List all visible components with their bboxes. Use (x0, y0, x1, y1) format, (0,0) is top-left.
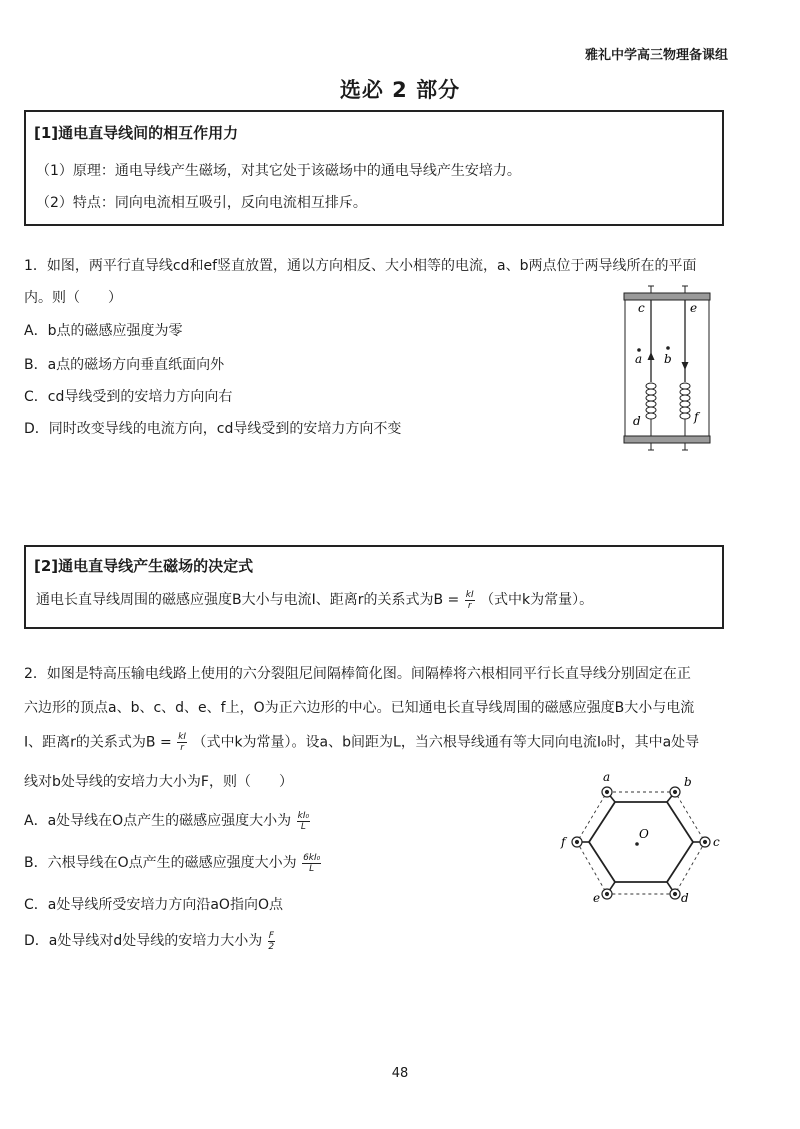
conductor-b (670, 787, 680, 797)
bottom-bar (624, 436, 710, 443)
q1-stem-line-2: 内。则（ ） (24, 290, 122, 306)
label-e: e (690, 301, 698, 315)
formula-text-post: （式中k为常量）。 (480, 592, 594, 608)
q2-option-b-fraction (302, 853, 321, 874)
q2-option-d-fraction (268, 931, 275, 952)
hex-label-e: e (593, 891, 601, 905)
concept-box-1-line-1: （1）原理：通电导线产生磁场，对其它处于该磁场中的通电导线产生安培力。 (36, 163, 521, 179)
terminal-bottom-right (682, 443, 688, 450)
q2-option-b[interactable] (24, 852, 322, 874)
q2-option-c[interactable]: C．a处导线所受安培力方向沿aO指向O点 (24, 897, 283, 913)
spring-left (646, 383, 656, 436)
hex-label-O: O (639, 827, 649, 841)
inner-hexagon (589, 802, 693, 882)
spokes (577, 792, 705, 894)
hex-label-b: b (684, 775, 692, 789)
formula-numerator: kI (465, 589, 474, 600)
hex-label-f: f (561, 835, 566, 849)
concept-box-2-title: [2]通电直导线产生磁场的决定式 (34, 557, 254, 575)
arrow-up-icon (648, 352, 655, 360)
concept-box-2-formula-line (36, 589, 593, 611)
q2-option-a-numerator: kI₀ (297, 810, 310, 821)
label-c: c (638, 301, 645, 315)
q1-option-d[interactable]: D．同时改变导线的电流方向，cd导线受到的安培力方向不变 (24, 421, 402, 437)
q2-stem-line-1: 2．如图是特高压输电线路上使用的六分裂阻尼间隔棒简化图。间隔棒将六根相同平行长直导线分别固定在正 (24, 666, 691, 682)
concept-box-2 (24, 545, 724, 629)
q2-stem-line-3 (24, 732, 699, 753)
formula-denominator: r (467, 600, 472, 611)
q1-option-a[interactable]: A．b点的磁感应强度为零 (24, 323, 183, 339)
conductor-f (572, 837, 582, 847)
school-header: 雅礼中学高三物理备课组 (584, 48, 728, 63)
conductor-c (700, 837, 710, 847)
q2-option-a[interactable] (24, 810, 311, 832)
terminal-top-left (648, 286, 654, 293)
formula-text-pre: 通电长直导线周围的磁感应强度B大小与电流I、距离r的关系式为B = (36, 592, 460, 608)
concept-box-1-line-2: （2）特点：同向电流相互吸引，反向电流相互排斥。 (36, 195, 367, 211)
q2-option-d-text: D．a处导线对d处导线的安培力大小为 (24, 933, 263, 949)
hex-label-c: c (713, 835, 720, 849)
q2-line3-denominator: r (180, 743, 184, 753)
q1-stem-line-1: 1．如图，两平行直导线cd和ef竖直放置，通以方向相反、大小相等的电流，a、b两点位于两导线所在的平面 (24, 258, 697, 274)
q2-option-b-denominator: L (309, 863, 315, 874)
q2-stem-line-2: 六边形的顶点a、b、c、d、e、f上，O为正六边形的中心。已知通电长直导线周围的磁感应强度B大小与电流 (24, 700, 695, 716)
spring-right (680, 383, 690, 436)
q1-figure (612, 280, 722, 456)
q2-line3-numerator: kI (178, 732, 186, 742)
q2-stem-line-4: 线对b处导线的安培力大小为F，则（ ） (24, 774, 293, 790)
label-d: d (633, 414, 641, 428)
terminal-bottom-left (648, 443, 654, 450)
hex-label-d: d (681, 891, 689, 905)
terminal-top-right (682, 286, 688, 293)
q2-line3-pre: I、距离r的关系式为B = (24, 734, 172, 751)
q2-option-d-numerator: F (268, 930, 274, 941)
q2-line3-fraction (177, 732, 187, 753)
conductor-a (602, 787, 612, 797)
top-bar (624, 293, 710, 300)
q2-option-a-denominator: L (300, 821, 306, 832)
page-title: 选必 2 部分 (339, 78, 461, 102)
hex-label-a: a (603, 770, 611, 784)
concept-box-1-title: [1]通电直导线间的相互作用力 (34, 124, 239, 142)
q2-option-d[interactable] (24, 930, 276, 952)
label-a: a (635, 352, 643, 366)
outer-dashed-hexagon (577, 792, 705, 894)
label-b: b (664, 352, 672, 366)
q2-option-a-text: A．a处导线在O点产生的磁感应强度大小为 (24, 813, 292, 829)
formula-fraction (465, 590, 475, 611)
conductor-d (670, 889, 680, 899)
q2-option-b-numerator: 6kI₀ (303, 852, 321, 863)
label-f: f (694, 410, 699, 424)
q2-option-d-denominator: 2 (268, 941, 275, 952)
center-point (635, 842, 639, 846)
q1-option-b[interactable]: B．a点的磁场方向垂直纸面向外 (24, 357, 225, 373)
q2-option-a-fraction (297, 811, 310, 832)
concept-box-1 (24, 110, 724, 226)
q2-figure (555, 768, 725, 908)
q2-line3-post: （式中k为常量）。设a、b间距为L，当六根导线通有等大同向电流I₀时，其中a处导 (192, 734, 700, 751)
point-b (666, 346, 670, 350)
conductor-e (602, 889, 612, 899)
page-number: 48 (391, 1066, 409, 1081)
q1-option-c[interactable]: C．cd导线受到的安培力方向向右 (24, 389, 233, 405)
arrow-down-icon (682, 362, 689, 370)
q2-option-b-text: B．六根导线在O点产生的磁感应强度大小为 (24, 855, 297, 871)
